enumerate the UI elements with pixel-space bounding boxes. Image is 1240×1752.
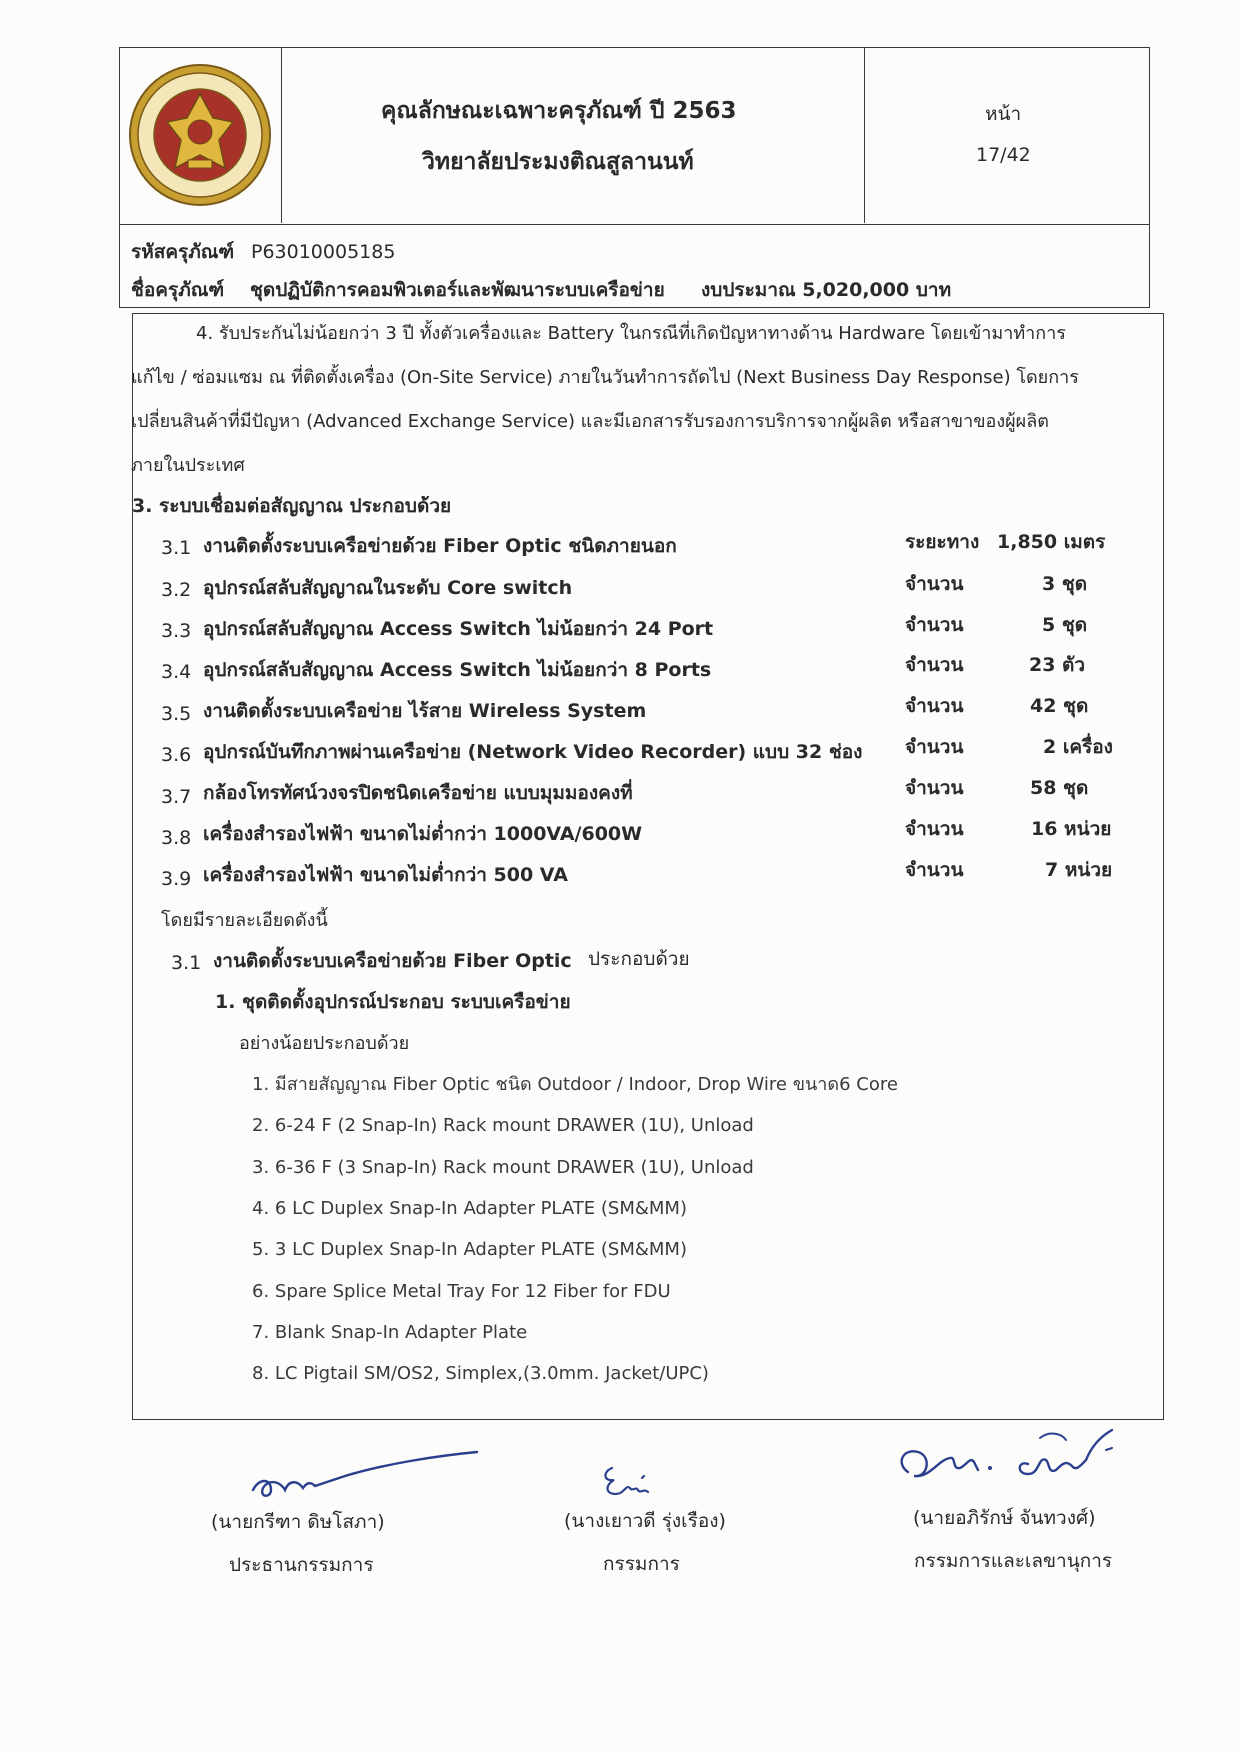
item-text: งานติดตั้งระบบเครือข่ายด้วย Fiber Optic ชนิดภายนอก <box>203 535 677 557</box>
item-qty: 5 ชุด <box>1042 614 1088 636</box>
item-qty-label: จำนวน <box>905 695 964 717</box>
detail-subintro: อย่างน้อยประกอบด้วย <box>239 1033 410 1054</box>
item-qty: 42 ชุด <box>1030 695 1089 717</box>
item-number: 3.5 <box>161 703 192 725</box>
item-text: เครื่องสำรองไฟฟ้า ขนาดไม่ต่ำกว่า 1000VA/600W <box>203 823 643 845</box>
section-3-heading: 3. ระบบเชื่อมต่อสัญญาณ ประกอบด้วย <box>132 495 452 517</box>
signature-2-role: กรรมการ <box>603 1553 680 1575</box>
item-text: กล้องโทรทัศน์วงจรปิดชนิดเครือข่าย แบบมุมมองคงที่ <box>203 782 633 804</box>
item-qty: 1,850 เมตร <box>997 531 1106 553</box>
item-qty-label: จำนวน <box>905 859 964 881</box>
item-text: งานติดตั้งระบบเครือข่าย ไร้สาย Wireless System <box>203 700 647 722</box>
vocational-commission-logo <box>125 60 275 210</box>
item-number: 3.8 <box>161 827 192 849</box>
item-number: 3.7 <box>161 786 192 808</box>
item-qty: 23 ตัว <box>1029 654 1086 676</box>
list-item: 3. 6-36 F (3 Snap-In) Rack mount DRAWER (1U), Unload <box>252 1157 754 1178</box>
code-label: รหัสครุภัณฑ์ <box>131 241 235 263</box>
page-label: หน้า <box>985 103 1022 125</box>
warranty-line-1: 4. รับประกันไม่น้อยกว่า 3 ปี ทั้งตัวเครื่องและ Battery ในกรณีที่เกิดปัญหาทางด้าน Hardware โดยเข้ามาทำการ <box>196 323 1066 344</box>
detail-subheading: 1. ชุดติดตั้งอุปกรณ์ประกอบ ระบบเครือข่าย <box>215 991 571 1013</box>
item-qty: 58 ชุด <box>1030 777 1089 799</box>
item-number: 3.1 <box>161 537 192 559</box>
signature-1-name: (นายกรีฑา ดิษโสภา) <box>211 1511 385 1533</box>
list-item: 2. 6-24 F (2 Snap-In) Rack mount DRAWER (1U), Unload <box>252 1115 754 1136</box>
signature-1-image <box>245 1438 485 1508</box>
item-qty-label: จำนวน <box>905 818 964 840</box>
name-value: ชุดปฏิบัติการคอมพิวเตอร์และพัฒนาระบบเครือข่าย <box>250 279 665 301</box>
warranty-line-2: แก้ไข / ซ่อมแซม ณ ที่ติดตั้งเครื่อง (On-Site Service) ภายในวันทำการถัดไป (Next Business Day Response) โดยการ <box>131 367 1079 388</box>
item-qty: 3 ชุด <box>1042 573 1088 595</box>
item-text: อุปกรณ์บันทึกภาพผ่านเครือข่าย (Network Video Recorder) แบบ 32 ช่อง <box>203 741 863 763</box>
item-number: 3.4 <box>161 661 192 683</box>
item-text: อุปกรณ์สลับสัญญาณ Access Switch ไม่น้อยกว่า 24 Port <box>203 618 714 640</box>
item-qty-label: จำนวน <box>905 736 964 758</box>
details-intro: โดยมีรายละเอียดดังนี้ <box>161 910 328 931</box>
detail-heading-number: 3.1 <box>171 952 202 974</box>
item-qty-label: จำนวน <box>905 777 964 799</box>
signature-1-role: ประธานกรรมการ <box>229 1554 374 1576</box>
item-text: อุปกรณ์สลับสัญญาณในระดับ Core switch <box>203 577 573 599</box>
signature-3-role: กรรมการและเลขานุการ <box>914 1550 1113 1572</box>
item-number: 3.9 <box>161 868 192 890</box>
detail-heading: งานติดตั้งระบบเครือข่ายด้วย Fiber Optic <box>213 950 572 972</box>
item-qty-label: จำนวน <box>905 573 964 595</box>
signature-2-image <box>598 1458 658 1508</box>
detail-heading-suffix: ประกอบด้วย <box>588 948 690 970</box>
signature-2-name: (นางเยาวดี รุ่งเรือง) <box>564 1510 726 1532</box>
list-item: 1. มีสายสัญญาณ Fiber Optic ชนิด Outdoor / Indoor, Drop Wire ขนาด6 Core <box>252 1074 898 1095</box>
item-number: 3.3 <box>161 620 192 642</box>
item-text: เครื่องสำรองไฟฟ้า ขนาดไม่ต่ำกว่า 500 VA <box>203 864 568 886</box>
item-qty: 7 หน่วย <box>1045 859 1113 881</box>
page-cell <box>864 47 1149 223</box>
item-text: อุปกรณ์สลับสัญญาณ Access Switch ไม่น้อยกว่า 8 Ports <box>203 659 712 681</box>
page-number: 17/42 <box>976 144 1031 166</box>
warranty-line-4: ภายในประเทศ <box>131 455 245 476</box>
code-value: P63010005185 <box>251 241 396 263</box>
item-qty: 16 หน่วย <box>1031 818 1112 840</box>
item-qty: 2 เครื่อง <box>1043 736 1113 758</box>
warranty-line-3: เปลี่ยนสินค้าที่มีปัญหา (Advanced Exchange Service) และมีเอกสารรับรองการบริการจากผู้ผลิต หรือสาขาของผู้ผลิต <box>131 411 1049 432</box>
list-item: 7. Blank Snap-In Adapter Plate <box>252 1322 528 1343</box>
budget: งบประมาณ 5,020,000 บาท <box>701 279 952 301</box>
list-item: 6. Spare Splice Metal Tray For 12 Fiber for FDU <box>252 1281 671 1302</box>
list-item: 8. LC Pigtail SM/OS2, Simplex,(3.0mm. Jacket/UPC) <box>252 1363 709 1384</box>
item-number: 3.2 <box>161 579 192 601</box>
item-qty-label: จำนวน <box>905 654 964 676</box>
list-item: 5. 3 LC Duplex Snap-In Adapter PLATE (SM&MM) <box>252 1239 687 1260</box>
list-item: 4. 6 LC Duplex Snap-In Adapter PLATE (SM&MM) <box>252 1198 687 1219</box>
document-title: คุณลักษณะเฉพาะครุภัณฑ์ ปี 2563 <box>381 98 737 124</box>
college-name: วิทยาลัยประมงติณสูลานนท์ <box>422 149 694 175</box>
item-qty-label: จำนวน <box>905 614 964 636</box>
item-number: 3.6 <box>161 744 192 766</box>
logo-cell <box>119 47 282 223</box>
signature-3-name: (นายอภิรักษ์ จันทวงศ์) <box>913 1507 1096 1529</box>
name-label: ชื่อครุภัณฑ์ <box>131 279 225 301</box>
item-qty-label: ระยะทาง <box>905 531 980 553</box>
signature-3-image <box>890 1420 1130 1500</box>
